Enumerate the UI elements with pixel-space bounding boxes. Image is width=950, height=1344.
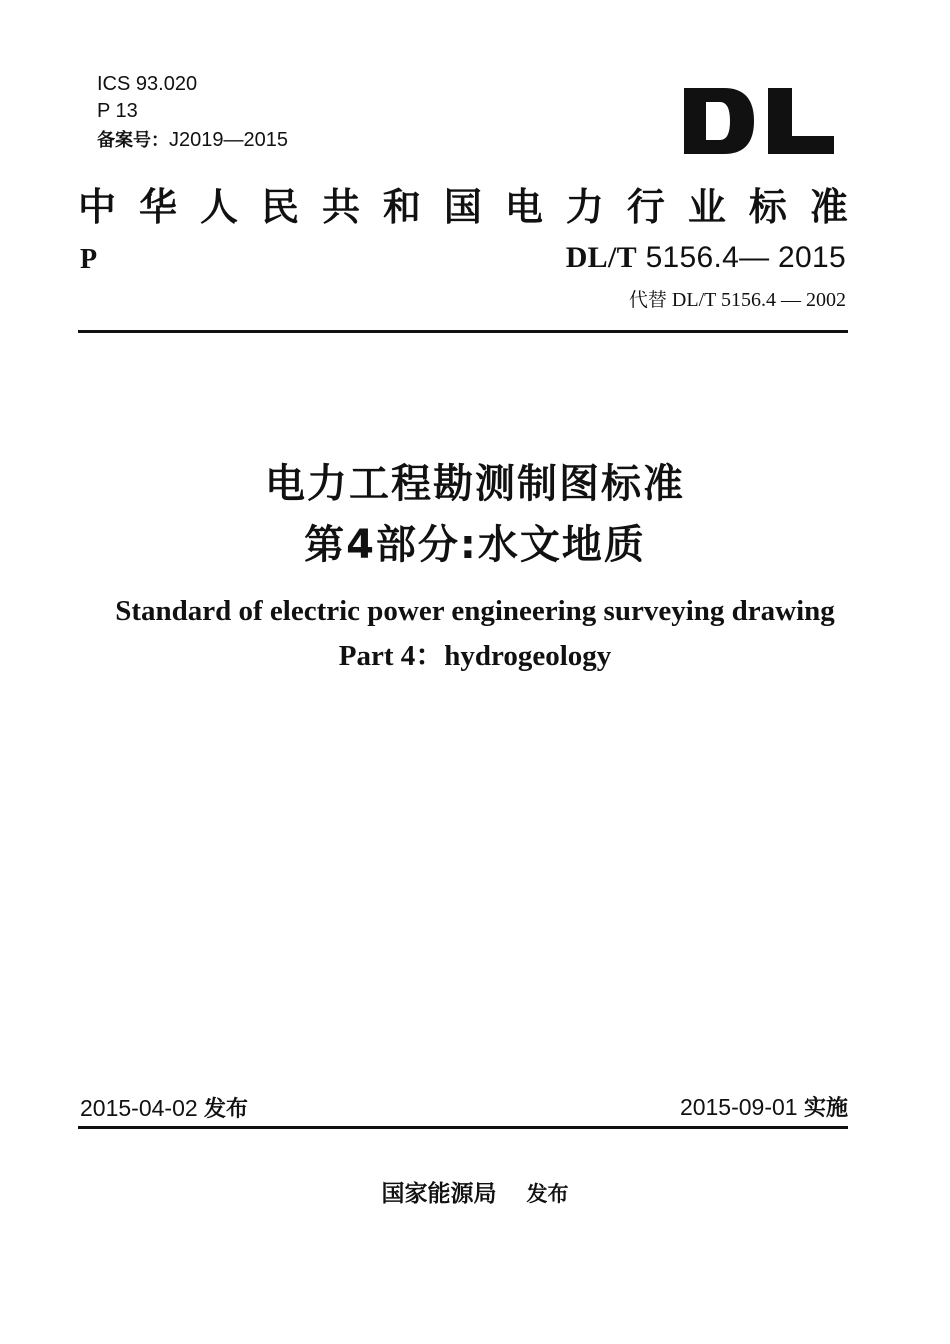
org-title [78,180,848,229]
standard-number [566,241,846,275]
ics-code: ICS 93.020 [97,73,198,95]
title-en-line2: Part 4：hydrogeology [338,640,612,672]
org-title-char: 共 [321,183,360,229]
publisher-action: 发布 [526,1181,569,1206]
registration-label: 备案号： [97,130,169,151]
org-title-char: 民 [260,183,299,229]
org-title-char: 行 [626,183,665,229]
logo-letter-d [684,88,754,154]
org-title-char: 中 [78,183,117,229]
issue-date [80,1092,248,1123]
effective-date [680,1091,848,1122]
publisher [0,1175,950,1208]
org-title-char: 电 [504,183,543,229]
ccs-code: P 13 [97,100,138,122]
top-divider [78,330,848,333]
title-zh-line1: 电力工程勘测制图标准 [265,461,685,507]
title-en-line1: Standard of electric power engineering surveying drawing [115,595,835,627]
org-title-char: 业 [687,183,726,229]
issue-date-label: 发布 [204,1097,249,1122]
logo-letter-l [768,88,834,154]
replaces-label: 代替 [628,289,667,311]
registration-value: J2019—2015 [169,129,288,151]
org-title-char: 标 [748,183,787,229]
classification-letter: P [80,244,98,275]
org-title-char: 人 [199,183,238,229]
replaces-line [629,285,846,312]
bottom-divider [78,1126,848,1129]
title-zh-line2: 第4部分:水文地质 [304,522,646,568]
publisher-name: 国家能源局 [381,1180,497,1207]
effective-date-label: 实施 [803,1096,848,1121]
standard-prefix: DL/T [565,241,637,274]
registration-number [97,128,288,153]
issue-date-value: 2015-04-02 [80,1095,198,1121]
org-title-char: 力 [565,183,604,229]
replaces-number: DL/T 5156.4 — 2002 [671,289,846,311]
org-title-char: 准 [809,183,848,229]
standard-number-value: 5156.4— 2015 [645,241,846,274]
dl-logo [684,88,834,154]
org-title-char: 华 [138,183,177,229]
org-title-char: 和 [382,183,421,229]
effective-date-value: 2015-09-01 [679,1094,798,1120]
org-title-char: 国 [443,183,482,229]
